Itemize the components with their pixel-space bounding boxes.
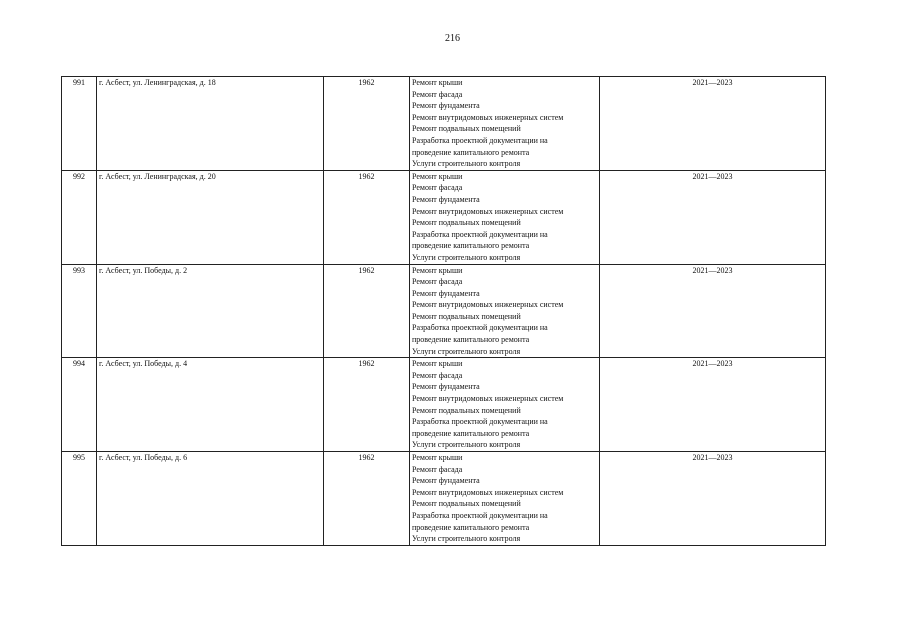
page-number: 216 <box>445 33 460 44</box>
work-item: Ремонт внутридомовых инженерных систем <box>412 112 564 122</box>
work-item: Ремонт подвальных помещений <box>412 218 521 228</box>
row-number: 994 <box>62 358 97 452</box>
table-row <box>62 452 826 546</box>
work-item: Ремонт внутридомовых инженерных систем <box>412 487 564 497</box>
work-item: Услуги строительного контроля <box>412 252 521 262</box>
building-address: г. Асбест, ул. Победы, д. 6 <box>97 452 324 546</box>
row-number: 991 <box>62 77 97 171</box>
repair-period: 2021—2023 <box>600 170 826 264</box>
work-item: Разработка проектной документации на <box>412 135 548 145</box>
commissioning-year: 1962 <box>324 264 410 358</box>
work-item: Услуги строительного контроля <box>412 440 521 450</box>
work-item: Ремонт крыши <box>412 453 463 462</box>
building-address: г. Асбест, ул. Ленинградская, д. 20 <box>97 170 324 264</box>
repair-schedule-table <box>61 76 826 546</box>
work-item: Ремонт подвальных помещений <box>412 405 521 415</box>
work-item: проведение капитального ремонта <box>412 241 530 251</box>
work-item: проведение капитального ремонта <box>412 428 530 438</box>
commissioning-year: 1962 <box>324 358 410 452</box>
building-address: г. Асбест, ул. Ленинградская, д. 18 <box>97 77 324 171</box>
repair-period: 2021—2023 <box>600 77 826 171</box>
work-item: Ремонт внутридомовых инженерных систем <box>412 206 564 216</box>
work-item: проведение капитального ремонта <box>412 147 530 157</box>
work-item: Ремонт крыши <box>412 359 463 369</box>
work-item: Ремонт крыши <box>412 78 463 87</box>
repair-period: 2021—2023 <box>600 358 826 452</box>
work-item: Ремонт фасада <box>412 370 463 380</box>
work-item: Ремонт фундамента <box>412 194 480 204</box>
work-item: Ремонт фундамента <box>412 101 480 111</box>
work-item: Ремонт внутридомовых инженерных систем <box>412 394 564 404</box>
work-item: проведение капитального ремонта <box>412 522 530 532</box>
repair-period: 2021—2023 <box>600 452 826 546</box>
works-list <box>410 170 600 264</box>
works-list <box>410 77 600 171</box>
commissioning-year: 1962 <box>324 170 410 264</box>
works-list <box>410 358 600 452</box>
work-item: проведение капитального ремонта <box>412 335 530 345</box>
works-list <box>410 452 600 546</box>
row-number: 995 <box>62 452 97 546</box>
work-item: Разработка проектной документации на <box>412 323 548 333</box>
work-item: Ремонт крыши <box>412 265 463 275</box>
work-item: Услуги строительного контроля <box>412 159 521 169</box>
building-address: г. Асбест, ул. Победы, д. 4 <box>97 358 324 452</box>
work-item: Ремонт фундамента <box>412 288 480 298</box>
table-row <box>62 264 826 358</box>
work-item: Ремонт фундамента <box>412 382 480 392</box>
work-item: Разработка проектной документации на <box>412 510 548 520</box>
work-item: Ремонт крыши <box>412 171 463 181</box>
work-item: Ремонт фасада <box>412 183 463 193</box>
work-item: Разработка проектной документации на <box>412 417 548 427</box>
work-item: Услуги строительного контроля <box>412 346 521 356</box>
work-item: Ремонт подвальных помещений <box>412 124 521 134</box>
work-item: Разработка проектной документации на <box>412 229 548 239</box>
work-item: Услуги строительного контроля <box>412 534 521 544</box>
work-item: Ремонт фасада <box>412 277 463 287</box>
building-address: г. Асбест, ул. Победы, д. 2 <box>97 264 324 358</box>
work-item: Ремонт подвальных помещений <box>412 499 521 509</box>
row-number: 992 <box>62 170 97 264</box>
work-item: Ремонт подвальных помещений <box>412 311 521 321</box>
works-list <box>410 264 600 358</box>
table-row <box>62 170 826 264</box>
row-number: 993 <box>62 264 97 358</box>
work-item: Ремонт фундамента <box>412 476 480 486</box>
commissioning-year: 1962 <box>324 452 410 546</box>
work-item: Ремонт внутридомовых инженерных систем <box>412 300 564 310</box>
work-item: Ремонт фасада <box>412 89 463 99</box>
commissioning-year: 1962 <box>324 77 410 171</box>
work-item: Ремонт фасада <box>412 464 463 474</box>
table-row <box>62 358 826 452</box>
repair-period: 2021—2023 <box>600 264 826 358</box>
table-row <box>62 77 826 171</box>
